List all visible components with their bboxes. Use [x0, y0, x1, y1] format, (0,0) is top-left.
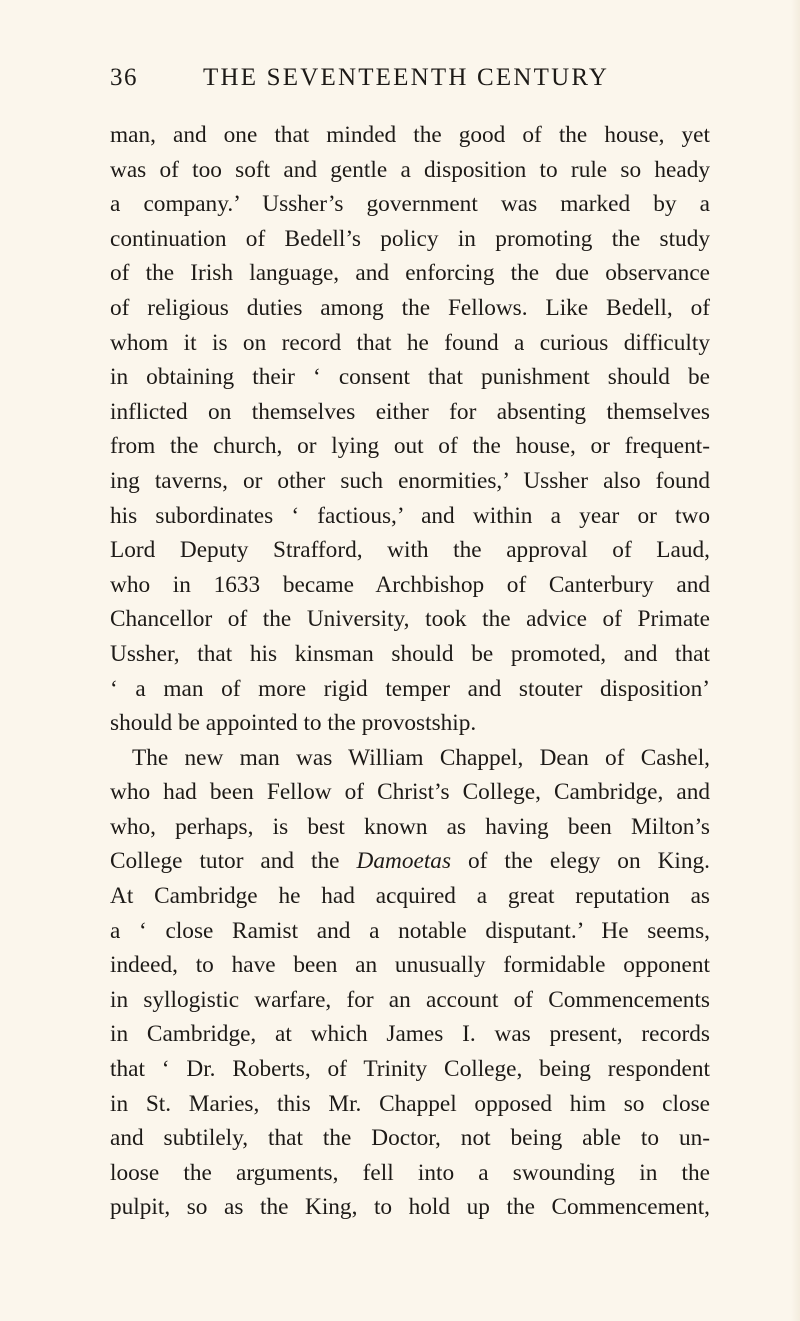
- page-edge-shadow: [791, 0, 800, 1321]
- body-text: [110, 118, 710, 1225]
- text-line: ing taverns, or other such enormities,’ Ussher also found: [110, 467, 710, 494]
- text-line: Lord Deputy Strafford, with the approval of Laud,: [110, 537, 710, 564]
- text-line: of the Irish language, and enforcing the due observance: [110, 260, 710, 287]
- text-line: continuation of Bedell’s policy in promoting the study: [110, 225, 710, 252]
- text-line: inflicted on themselves either for absenting themselves: [110, 398, 710, 425]
- text-line: from the church, or lying out of the house, or frequent-: [110, 433, 710, 460]
- text-fragment: College tutor and the: [110, 848, 340, 875]
- text-line: that ‘ Dr. Roberts, of Trinity College, being respondent: [110, 1056, 710, 1083]
- text-line: in obtaining their ‘ consent that punishment should be: [110, 364, 710, 391]
- text-line: a company.’ Ussher’s government was marked by a: [110, 191, 710, 218]
- text-line: who had been Fellow of Christ’s College, Cambridge, and: [110, 779, 710, 806]
- text-line-with-italic: [110, 844, 710, 879]
- text-line: who, perhaps, is best known as having been Milton’s: [110, 813, 710, 840]
- page-number: 36: [110, 64, 138, 91]
- text-line: in Cambridge, at which James I. was present, records: [110, 1021, 710, 1048]
- text-line: whom it is on record that he found a curious difficulty: [110, 329, 710, 356]
- text-line: pulpit, so as the King, to hold up the Commencement,: [110, 1194, 710, 1221]
- text-line: man, and one that minded the good of the house, yet: [110, 122, 710, 148]
- text-line: Ussher, that his kinsman should be promoted, and that: [110, 640, 710, 667]
- text-line: of religious duties among the Fellows. Like Bedell, of: [110, 294, 710, 321]
- text-line: in St. Maries, this Mr. Chappel opposed him so close: [110, 1090, 710, 1117]
- text-fragment: of the elegy on King.: [468, 848, 710, 875]
- text-line: Chancellor of the University, took the advice of Primate: [110, 606, 710, 633]
- text-line: ‘ a man of more rigid temper and stouter disposition’: [110, 675, 710, 702]
- text-line: his subordinates ‘ factious,’ and within a year or two: [110, 502, 710, 529]
- text-line: should be appointed to the provostship.: [110, 710, 477, 737]
- text-line: was of too soft and gentle a disposition to rule so heady: [110, 156, 710, 183]
- running-head: [110, 64, 710, 104]
- italic-term: Damoetas: [356, 848, 452, 875]
- text-line: loose the arguments, fell into a swounding in the: [110, 1159, 710, 1186]
- text-line: a ‘ close Ramist and a notable disputant.’ He seems,: [110, 917, 710, 944]
- text-line: The new man was William Chappel, Dean of Cashel,: [132, 744, 710, 771]
- running-title: THE SEVENTEENTH CENTURY: [203, 64, 610, 91]
- text-line: who in 1633 became Archbishop of Canterbury and: [110, 571, 710, 598]
- text-line: indeed, to have been an unusually formidable opponent: [110, 952, 710, 979]
- text-line: At Cambridge he had acquired a great reputation as: [110, 883, 710, 910]
- text-line: and subtilely, that the Doctor, not being able to un-: [110, 1125, 710, 1152]
- text-line: in syllogistic warfare, for an account of Commencements: [110, 986, 710, 1013]
